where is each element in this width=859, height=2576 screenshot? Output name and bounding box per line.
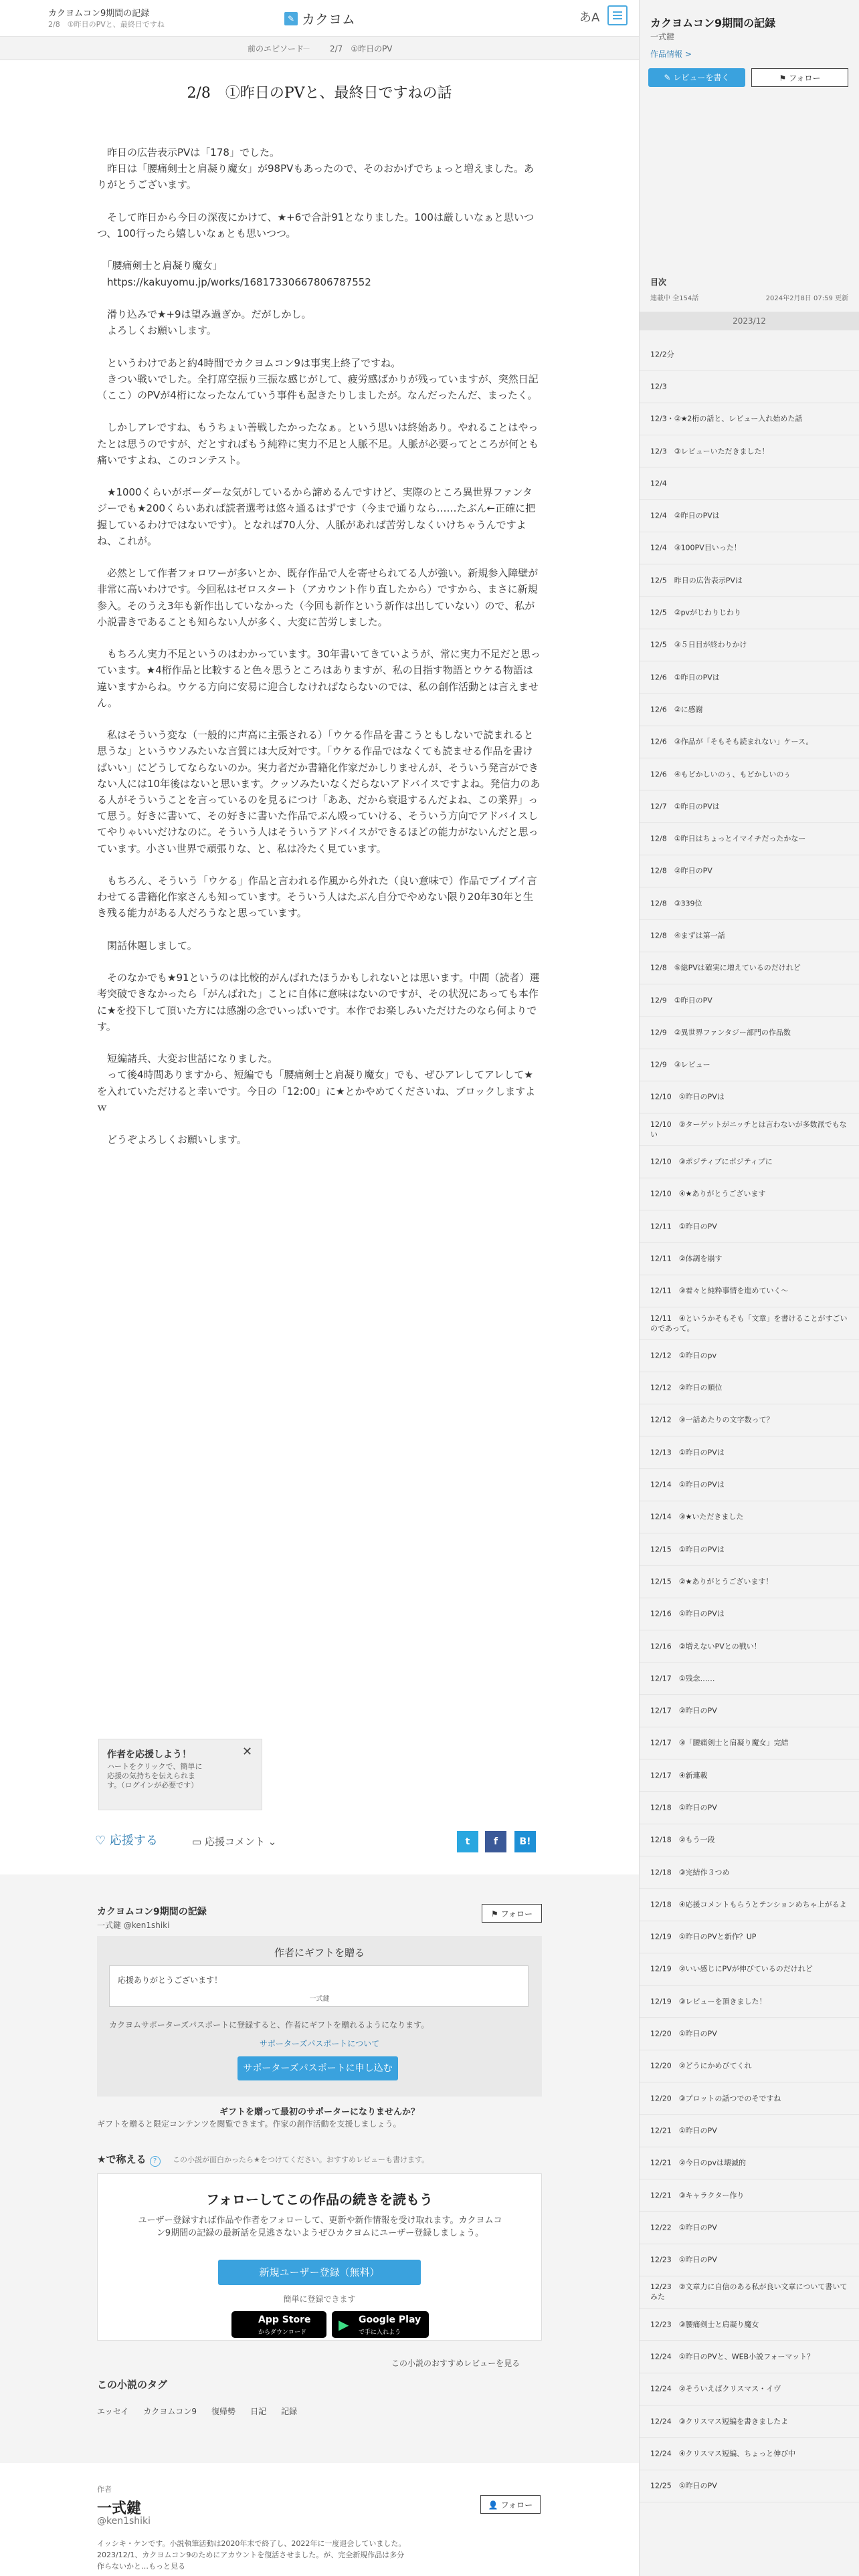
toc-item-label: 12/18 ②もう一段 <box>650 1835 715 1844</box>
episode-title: 2/8 ①昨日のPVと、最終日ですねの話 <box>187 85 452 102</box>
toc-item[interactable] <box>640 823 859 855</box>
episode-paragraph <box>97 727 542 857</box>
toc-item-label: 12/25 ①昨日のPV <box>650 2481 717 2490</box>
tag-item[interactable]: 日記 <box>250 2407 267 2416</box>
toc-item-label: 12/8 ②昨日のPV <box>650 866 712 875</box>
paragraph-gap <box>97 922 542 938</box>
episode-line: 短編諸兵、大変お世話になりました。 <box>97 1053 278 1065</box>
toc-item[interactable] <box>640 1243 859 1275</box>
toc-item[interactable] <box>640 403 859 435</box>
tag-item[interactable]: 復帰勢 <box>211 2407 236 2416</box>
brand-name: カクヨム <box>302 11 355 27</box>
paragraph-gap <box>97 1035 542 1051</box>
toc-item[interactable] <box>640 1307 859 1339</box>
praise-label <box>97 2152 161 2167</box>
paragraph-gap <box>97 241 542 257</box>
paragraph-gap <box>97 857 542 873</box>
episode-line: そして昨日から今日の深夜にかけて、★+6で合計91となりました。100は厳しいなぁと思いつつ、100行ったら嬉しいなぁとも思いつつ。 <box>97 211 534 239</box>
toc-item-label: 12/9 ③レビュー <box>650 1060 710 1069</box>
toc-item-label: 12/23 ②文章力に自信のある私が良い文章について書いてみた <box>650 2282 848 2302</box>
episode-line: どうぞよろしくお願いします。 <box>97 1134 247 1146</box>
episode-paragraph <box>97 419 542 468</box>
author-bio: イッシキ・ケンです。小説執筆活動は2020年末で終了し、2022年に一度退会していました。2023/12/1、カクヨムコン9のためにアカウントを復活させました。が、完全新規作品は多分作らないかと…もっと見る <box>97 2539 406 2571</box>
toc-item-label: 12/8 ①昨日はちょっとイマイチだったかなー <box>650 834 806 843</box>
episode-line: 昨日の広告表示PVは「178」でした。 <box>97 146 280 158</box>
toc-item-label: 12/6 ④もどかしいのぅ、もどかしいのぅ <box>650 770 791 778</box>
toc-item-label: 12/17 ③「腰痛剣士と肩凝り魔女」完結 <box>650 1738 789 1747</box>
toc-item-label: 12/17 ④新連載 <box>650 1771 708 1780</box>
episode-line: もちろん、そういう「ウケる」作品と言われる作風から外れた（良い意味で）作品でブイブイ言わせてる書籍化作家さんも知っています。そういう人はたぶん自分でやめない限り20年30年と生き残る能力がある人だろうなと思っています。 <box>97 874 537 920</box>
close-icon[interactable]: ✕ <box>242 1745 253 1759</box>
toc-item[interactable] <box>640 1049 859 1081</box>
footer-follow-label: フォロー <box>500 1909 533 1919</box>
toc-item-label: 12/8 ③339位 <box>650 899 702 908</box>
paragraph-gap <box>97 630 542 646</box>
author-label: 作者 <box>97 2485 112 2494</box>
comment-icon: ▭ <box>192 1836 205 1848</box>
episode-paragraph <box>97 355 542 404</box>
toc-item-label: 12/5 昨日の広告表示PVは <box>650 576 743 585</box>
toc-item-label: 12/10 ②ターゲットがニッチとは言わないが多数派でもない <box>650 1119 847 1139</box>
toc-item[interactable] <box>640 2147 859 2179</box>
toc-item[interactable] <box>640 984 859 1016</box>
work-info-link[interactable]: 作品情報 > <box>650 49 692 59</box>
episode-line: もちろん実力不足というのはわかっています。30年書いてきていようが、常に実力不足だと思っています。★4桁作品と比較すると色々思うところはありますが、私の目指す物語とウケる物語は違いますからね。ウケる方向に安易に迎合しなければならないのでは、私の創作活動とは言えません。 <box>97 648 541 709</box>
toc-item-label: 12/19 ③レビューを頂きました！ <box>650 1997 767 2006</box>
toc-item[interactable] <box>640 1662 859 1695</box>
google-play-name: Google Play <box>359 2315 421 2325</box>
toc-item-label: 12/3 <box>650 382 667 391</box>
paragraph-gap <box>97 290 542 306</box>
cheer-tooltip-title: 作者を応援しよう！ <box>107 1749 191 1760</box>
follow-icon: ⚑ <box>491 1909 501 1919</box>
episode-nav <box>0 37 639 60</box>
help-icon[interactable]: ? <box>150 2156 161 2167</box>
paragraph-gap <box>97 193 542 209</box>
google-play-badge[interactable] <box>332 2311 429 2338</box>
toc-item-label: 12/2分 <box>650 350 674 359</box>
register-box <box>97 2173 542 2341</box>
toc-item[interactable] <box>640 2373 859 2405</box>
sidebar-follow-button[interactable] <box>751 68 848 87</box>
top-header <box>0 0 639 37</box>
toc-updated: 2024年2月8日 07:59 更新 <box>765 295 848 302</box>
toc-item-label: 12/12 ②昨日の順位 <box>650 1383 723 1392</box>
episode-paragraph <box>97 484 542 549</box>
toc-item-label: 12/24 ①昨日のPVと、WEB小説フォーマット？ <box>650 2352 815 2361</box>
toc-item[interactable] <box>640 1469 859 1501</box>
toc-item-label: 12/6 ③作品が「そもそも読まれない」ケース。 <box>650 737 814 746</box>
toc-item-label: 12/9 ①昨日のPV <box>650 996 712 1005</box>
toc-item-label: 12/18 ③完結作３つめ <box>650 1868 730 1877</box>
episode-line: 昨日は「腰痛剣士と肩凝り魔女」が98PVもあったので、そのおかげでちょっと増えました。ありがとうございます。 <box>97 163 534 191</box>
hatena-bookmark-icon[interactable]: B! <box>514 1831 536 1852</box>
toc-item-label: 12/23 ①昨日のPV <box>650 2255 717 2264</box>
toc-item[interactable] <box>640 1016 859 1049</box>
toc-item[interactable] <box>640 370 859 403</box>
toc-item-label: 12/8 ⑤総PVは確実に増えているのだけれど <box>650 963 801 972</box>
toc-item[interactable] <box>640 758 859 790</box>
font-size-button[interactable]: あA <box>579 11 600 25</box>
paragraph-gap <box>97 403 542 419</box>
toc-item[interactable] <box>640 435 859 467</box>
paragraph-gap <box>97 338 542 354</box>
toc-item[interactable] <box>640 2212 859 2244</box>
toc-item-label: 12/3・②★2桁の話と、レビュー入れ始めた話 <box>650 414 803 423</box>
toc-item-label: 12/4 ②昨日のPVは <box>650 511 720 520</box>
write-review-button[interactable] <box>648 68 745 87</box>
footer-follow-button[interactable] <box>482 1904 542 1923</box>
toc-item[interactable] <box>640 2244 859 2276</box>
toc-item-label: 12/24 ②そういえばクリスマス・イヴ <box>650 2384 781 2393</box>
toc-item[interactable] <box>640 1953 859 1985</box>
episode-line: 私はそういう変な（一般的に声高に主張される）「ウケる作品を書こうともしないで読まれると思うな」というウソみたいな言質には大反対です。「ウケる作品ではなくても読ませる作品を書けばいい」にどうしてならないのか。実力者だか書籍化作家だかしりませんが、そういう発言ができない人には10年後はないと思います。クッソみたいなくだらないアドバイスですよね。発信力のある人がそういうことを言っているのを見るにつけ「ああ、だから衰退するんだよね、この業界」って思う。好きに書いて、その好きに書いた作品でぶん殴っていける、そういう方向でアドバイスしてやりゃいいだけなのに。そういう人はそういうアドバイスができるほどの能力がないんだと思っています。小さい世界で頑張りな、と、私は冷たく見ています。 <box>97 729 541 855</box>
footer-work-title[interactable]: カクヨムコン9期間の記録 <box>97 1907 207 1917</box>
episode-line: ★1000くらいがボーダーな気がしているから諦めるんですけど、実際のところ異世界ファンタジーでも★200くらいあれば読者選考は悠々通るはずです（今まで通りなら……たぶん←正確に把握しているわけではないです）。となれば70人分、人脈があれば苦労しなくいけちゃうんですよね、これが。 <box>97 486 536 547</box>
toc-item[interactable] <box>640 597 859 629</box>
app-store-badge[interactable] <box>231 2311 326 2338</box>
toc-item[interactable] <box>640 1372 859 1404</box>
gift-box <box>97 1936 542 2097</box>
toc-item-label: 12/18 ①昨日のPV <box>650 1803 717 1812</box>
cheer-comment-button[interactable] <box>192 1834 276 1848</box>
toc-item-label: 12/12 ①昨日のpv <box>650 1351 717 1360</box>
first-supporter-heading: ギフトを贈って最初のサポーターになりませんか？ <box>219 2107 419 2117</box>
toc-item[interactable] <box>640 532 859 564</box>
nav-current-episode[interactable]: 2/7 ①昨日のPV <box>330 44 393 53</box>
previous-episode-link[interactable]: 前のエピソード <box>248 44 304 53</box>
toc-item[interactable] <box>640 1275 859 1307</box>
toc-item[interactable] <box>640 1436 859 1469</box>
toc-status: 連載中 全154話 <box>650 295 699 302</box>
episode-line: 閑話休題しまして。 <box>97 939 197 952</box>
cheer-comment-label: 応援コメント ⌄ <box>204 1836 277 1848</box>
register-easy-text: 簡単に登録できます <box>283 2294 356 2304</box>
toc-item-label: 12/20 ①昨日のPV <box>650 2029 717 2038</box>
praise-label-text: ★で称える <box>97 2153 147 2165</box>
passport-about-link[interactable]: サポーターズパスポートについて <box>259 2039 380 2048</box>
toc-item[interactable] <box>640 1759 859 1792</box>
episode-paragraph <box>97 970 542 1035</box>
paragraph-gap <box>97 954 542 970</box>
episode-line: https://kakuyomu.jp/works/16817330667806787552 <box>97 276 371 288</box>
toc-label: 目次 <box>650 278 667 287</box>
toc-item-label: 12/24 ④クリスマス短編、ちょっと伸び中 <box>650 2449 796 2458</box>
toc-item-label: 12/19 ①昨日のPVと新作？UP <box>650 1932 757 1941</box>
register-title: フォローしてこの作品の続きを読もう <box>206 2191 433 2208</box>
toc-item[interactable] <box>640 693 859 726</box>
toc-item-label: 12/11 ①昨日のPV <box>650 1222 717 1231</box>
toc-item-label: 12/17 ①残念…… <box>650 1674 715 1683</box>
google-play-icon: ▶ <box>339 2317 349 2333</box>
toc-item-label: 12/11 ④というかそもそも「文章」を書けることがすごいのであって。 <box>650 1313 848 1333</box>
toc-item-label: 12/21 ②今日のpvは壊滅的 <box>650 2158 747 2167</box>
google-play-sub: で手に入れよう <box>359 2329 401 2336</box>
toc-item[interactable] <box>640 855 859 887</box>
follow-icon: ⚑ <box>779 74 789 83</box>
sidebar <box>639 0 859 2576</box>
toc-item-label: 12/9 ②異世界ファンタジー部門の作品数 <box>650 1028 791 1037</box>
toc-item-label: 12/13 ①昨日のPVは <box>650 1448 725 1457</box>
episode-line: 滑り込みで★+9は望み過ぎか。だがしかし。 <box>97 308 312 320</box>
first-supporter-desc: ギフトを贈ると限定コンテンツを閲覧できます。作家の創作活動を支援しましょう。 <box>97 2119 401 2129</box>
episode-line: 必然として作者フォロワーが多いとか、既存作品で人を寄せられてる人が強い。新規参入障壁が非常に高いわけです。今回私はゼロスタート（アカウント作り直したから）ですから、まさに新規参入。そのうえ3年も新作出していなかった（今回も新作という新作は出していない）ので、私が小説書きであることも知らない人が多く、大変に苦労しました。 <box>97 567 539 628</box>
toc-item[interactable] <box>640 2470 859 2502</box>
toc-item[interactable] <box>640 1081 859 1113</box>
toc-item[interactable] <box>640 1113 859 1146</box>
episode-paragraph <box>97 209 542 241</box>
episode-paragraph <box>97 938 542 954</box>
episode-line: きつい戦いでした。全打席空振り三振な感じがして、疲労感ばかりが残っていますが、突然日記（ここ）のPVが4桁になったなんていう事件も起きたりしましたが。なんだったんだ、まったく。 <box>97 372 539 401</box>
toc-item-label: 12/4 ③100PV目いった！ <box>650 543 741 552</box>
author-id[interactable]: @ken1shiki <box>97 2516 151 2527</box>
paragraph-gap <box>97 549 542 565</box>
facebook-share-icon[interactable]: f <box>485 1831 506 1852</box>
toc-item[interactable] <box>640 1824 859 1856</box>
episode-paragraph <box>97 565 542 630</box>
menu-icon[interactable] <box>607 5 628 25</box>
toc-item-label: 12/6 ①昨日のPVは <box>650 673 720 682</box>
toc-item[interactable] <box>640 1533 859 1566</box>
passport-apply-button[interactable]: サポーターズパスポートに申し込む <box>237 2056 398 2080</box>
toc-item[interactable] <box>640 952 859 984</box>
toc-item[interactable] <box>640 2438 859 2470</box>
toc-item-label: 12/14 ③★いただきました <box>650 1512 744 1521</box>
toc-item-label: 12/16 ①昨日のPVは <box>650 1609 725 1618</box>
toc-item-label: 12/10 ③ポジティブにポジティブに <box>650 1157 773 1166</box>
sidebar-work-title[interactable]: カクヨムコン9期間の記録 <box>650 17 776 29</box>
toc-item-label: 12/7 ①昨日のPVは <box>650 802 720 811</box>
header-current-episode: 2/8 ①昨日のPVと、最終日ですね <box>48 20 165 29</box>
episode-line: そのなかでも★91というのは比較的がんばれたほうかもしれないとは思います。中間（読者）選考突破できなかったら「がんばれた」ことに自体に意味はないのですが、その状況にあっても本作に★を投下して頂いた方には感謝の念でいっぱいです。本作でお楽しみいただけたのなら何よりです。 <box>97 972 540 1033</box>
pen-icon: ✎ <box>664 73 674 82</box>
episode-paragraph <box>97 257 542 290</box>
gift-info: カクヨムサポーターズパスポートに登録すると、作者にギフトを贈れるようになります。 <box>109 2020 430 2030</box>
toc-item[interactable] <box>640 1792 859 1824</box>
header-work-title[interactable]: カクヨムコン9期間の記録 <box>48 9 150 19</box>
episode-line: って後4時間ありますから、短編でも「腰痛剣士と肩凝り魔女」でも、ぜひアレしてアレして★を入れていただけると幸いです。今日の「12:00」に★とかやめてくださいね、ブロックしますよｗ <box>97 1069 536 1113</box>
episode-paragraph <box>97 1132 542 1148</box>
toc-item[interactable] <box>640 467 859 500</box>
toc-item[interactable] <box>640 1727 859 1759</box>
write-review-label: レビューを書く <box>673 73 730 82</box>
cheer-tooltip-text: ハートをクリックで、簡単に応援の気持ちを伝えられます。（ログインが必要です） <box>107 1762 203 1790</box>
toc-item-label: 12/10 ①昨日のPVは <box>650 1092 725 1101</box>
register-desc: ユーザー登録すれば作品や作者をフォローして、更新や新作情報を受け取れます。カクヨムコン9期間の記録の最新話を見逃さないようぜひカクヨムにユーザー登録しましょう。 <box>138 2216 502 2238</box>
toc-item-label: 12/21 ①昨日のPV <box>650 2126 717 2135</box>
tag-list <box>97 2405 297 2417</box>
author-name[interactable]: 一式鍵 <box>97 2500 142 2517</box>
toc-item[interactable] <box>640 2082 859 2115</box>
toc-item-label: 12/23 ③腰痛剣士と肩凝り魔女 <box>650 2320 759 2329</box>
toc-item[interactable] <box>640 1985 859 2018</box>
tag-item[interactable]: 記録 <box>281 2407 298 2416</box>
toc-item-label: 12/15 ②★ありがとうございます！ <box>650 1577 773 1586</box>
toc-item-label: 12/6 ②に感謝 <box>650 705 703 714</box>
toc-item[interactable] <box>640 726 859 758</box>
toc-item[interactable] <box>640 2405 859 2438</box>
toc-item[interactable] <box>640 1339 859 1372</box>
toc-item[interactable] <box>640 500 859 532</box>
toc-item-label: 12/5 ③５日目が終わりかけ <box>650 640 747 649</box>
toc-item[interactable] <box>640 1598 859 1630</box>
paragraph-gap <box>97 1115 542 1132</box>
toc-item-label: 12/21 ③キャラクター作り <box>650 2191 745 2200</box>
author-follow-label: フォロー <box>500 2500 533 2510</box>
toc-item-label: 12/8 ④まずは第一話 <box>650 931 725 940</box>
toc-item[interactable] <box>640 661 859 693</box>
toc-item-label: 12/11 ②体調を崩す <box>650 1254 723 1263</box>
toc-item[interactable] <box>640 1889 859 1921</box>
toc-item[interactable] <box>640 2018 859 2050</box>
toc-item[interactable] <box>640 1566 859 1598</box>
toc-item[interactable] <box>640 2276 859 2309</box>
toc-item[interactable] <box>640 887 859 920</box>
toc-item-label: 12/22 ①昨日のPV <box>650 2223 717 2232</box>
kakuyomu-logo-icon: ✎ <box>284 12 298 25</box>
praise-note: この小説が面白かったら★をつけてください。おすすめレビューも書けます。 <box>173 2155 430 2164</box>
toc-item-label: 12/20 ②どうにかめびてくれ <box>650 2061 752 2070</box>
kakuyomu-logo[interactable] <box>284 9 355 28</box>
episode-paragraph <box>97 306 542 338</box>
app-store-sub: からダウンロード <box>258 2329 307 2336</box>
episode-paragraph <box>97 144 542 193</box>
cheer-button[interactable]: ♡ 応援する <box>95 1834 158 1848</box>
toc-month-header: 2023/12 <box>640 312 859 330</box>
paragraph-gap <box>97 468 542 484</box>
app-store-name: App Store <box>258 2315 311 2325</box>
episode-line: よろしくお願いします。 <box>97 324 217 337</box>
toc-item[interactable] <box>640 1178 859 1210</box>
toc-item[interactable] <box>640 920 859 952</box>
toc-item-label: 12/4 <box>650 479 667 488</box>
footer-work-author[interactable]: 一式鍵 @ken1shiki <box>97 1921 170 1930</box>
toc-item[interactable] <box>640 2309 859 2341</box>
toc-item-label: 12/12 ③一話あたりの文字数って？ <box>650 1415 774 1424</box>
toc-item-label: 12/20 ③プロットの話つでのそですね <box>650 2094 781 2103</box>
nav-separator: － <box>302 44 311 53</box>
paragraph-gap <box>97 711 542 727</box>
cheer-tooltip <box>98 1739 262 1810</box>
sidebar-author[interactable]: 一式鍵 <box>650 32 675 41</box>
toc-item-label: 12/5 ②pvがじわりじわり <box>650 608 742 617</box>
toc-item[interactable] <box>640 1210 859 1243</box>
toc-item-label: 12/16 ②増えないPVとの戦い！ <box>650 1642 761 1651</box>
toc-item[interactable] <box>640 338 859 370</box>
toc-item-label: 12/17 ②昨日のPV <box>650 1706 717 1715</box>
toc-item[interactable] <box>640 790 859 823</box>
toc-item[interactable] <box>640 2341 859 2373</box>
toc-item-label: 12/19 ②いい感じにPVが伸びているのだけれど <box>650 1964 813 1973</box>
toc-item[interactable] <box>640 1856 859 1889</box>
sidebar-follow-label: フォロー <box>789 74 821 83</box>
toc-item[interactable] <box>640 1695 859 1727</box>
tags-title: この小説のタグ <box>97 2379 168 2391</box>
toc-item[interactable] <box>640 1404 859 1436</box>
episode-paragraph <box>97 873 542 922</box>
recommended-reviews-link[interactable]: この小説のおすすめレビューを見る <box>391 2359 520 2368</box>
toc-item[interactable] <box>640 1146 859 1178</box>
toc-item[interactable] <box>640 564 859 597</box>
toc-item-label: 12/14 ①昨日のPVは <box>650 1480 725 1489</box>
twitter-share-icon[interactable]: t <box>457 1831 478 1852</box>
gift-message: 応援ありがとうございます！ <box>118 1975 223 1985</box>
episode-body <box>97 144 542 1148</box>
user-follow-icon: 👤 <box>488 2500 501 2510</box>
toc-item-label: 12/11 ③着々と純粋事情を進めていく〜 <box>650 1286 789 1295</box>
toc-item[interactable] <box>640 629 859 661</box>
episode-line: しかしアレですね、もうちょい善戦したかったなぁ。という思いは終始あり。やれることはやったとは思うのですが、だとすればもう純粋に実力不足と人脈不足。人脈が必要ってところが何とも痛いですよね、このコンテスト。 <box>97 421 539 466</box>
episode-line: 「腰痛剣士と肩凝り魔女」 <box>97 259 223 272</box>
toc-item-label: 12/18 ④応援コメントもらうとテンションめちゃ上がるよ <box>650 1900 847 1909</box>
episode-paragraph <box>97 646 542 711</box>
tag-item[interactable]: エッセイ <box>97 2407 129 2416</box>
toc-item[interactable] <box>640 1630 859 1662</box>
register-button[interactable]: 新規ユーザー登録（無料） <box>218 2260 421 2285</box>
episode-paragraph <box>97 1051 542 1115</box>
episode-line: というわけであと約4時間でカクヨムコン9は事実上終了ですね。 <box>97 356 401 369</box>
toc-item[interactable] <box>640 2050 859 2082</box>
toc-item[interactable] <box>640 2179 859 2212</box>
toc-item[interactable] <box>640 1921 859 1953</box>
gift-message-box <box>109 1965 529 2007</box>
toc-item-label: 12/15 ①昨日のPVは <box>650 1545 725 1554</box>
toc-item-label: 12/24 ③クリスマス短編を書きましたよ <box>650 2417 789 2426</box>
toc-item[interactable] <box>640 2115 859 2147</box>
toc-item[interactable] <box>640 1501 859 1533</box>
author-follow-button[interactable] <box>480 2495 541 2514</box>
toc-item-label: 12/3 ③レビューいただきました！ <box>650 447 769 456</box>
toc-list <box>640 338 859 2502</box>
toc-item-label: 12/10 ④★ありがとうございます <box>650 1189 766 1198</box>
tag-item[interactable]: カクヨムコン9 <box>143 2407 197 2416</box>
gift-message-sign: 一式鍵 <box>309 1996 330 2003</box>
gift-title: 作者にギフトを贈る <box>274 1947 365 1959</box>
